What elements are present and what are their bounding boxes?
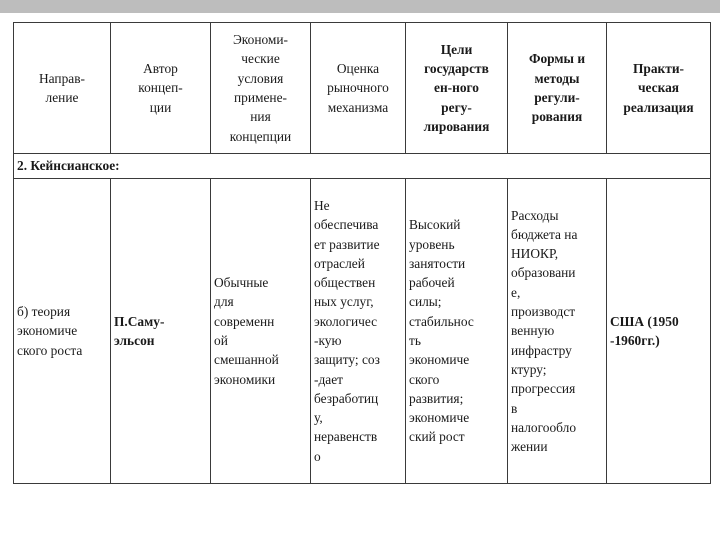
cell-market: Не обеспечива ет развитие отраслей обществен ных услуг, экологичес -кую защиту; соз -дает безработиц у, неравенств о — [311, 179, 406, 484]
section-row — [14, 154, 711, 179]
table-row — [14, 179, 711, 484]
header-market: Оценка рыночного механизма — [311, 23, 406, 154]
cell-goals: Высокий уровень занятости рабочей силы; стабильнос ть экономиче ского развития; экономиче ский рост — [406, 179, 508, 484]
header-row — [14, 23, 711, 154]
header-author: Автор концеп- ции — [111, 23, 211, 154]
slide-top-margin — [0, 13, 720, 22]
cell-direction: б) теория экономиче ского роста — [14, 179, 111, 484]
header-goals: Цели государств ен-ного регу- лирования — [406, 23, 508, 154]
cell-author: П.Саму- эльсон — [111, 179, 211, 484]
header-conditions: Экономи- ческие условия примене- ния концепции — [211, 23, 311, 154]
economic-concepts-table — [13, 22, 711, 484]
cell-forms: Расходы бюджета на НИОКР, образовани е, производст венную инфрастру ктуру; прогрессия в налогообло жении — [508, 179, 607, 484]
header-practice: Практи- ческая реализация — [607, 23, 711, 154]
header-forms: Формы и методы регули- рования — [508, 23, 607, 154]
section-title: 2. Кейнсианское: — [14, 154, 711, 179]
cell-conditions: Обычные для современн ой смешанной экономики — [211, 179, 311, 484]
slide-top-bar — [0, 0, 720, 13]
cell-practice: США (1950 -1960гг.) — [607, 179, 711, 484]
header-direction: Направ- ление — [14, 23, 111, 154]
